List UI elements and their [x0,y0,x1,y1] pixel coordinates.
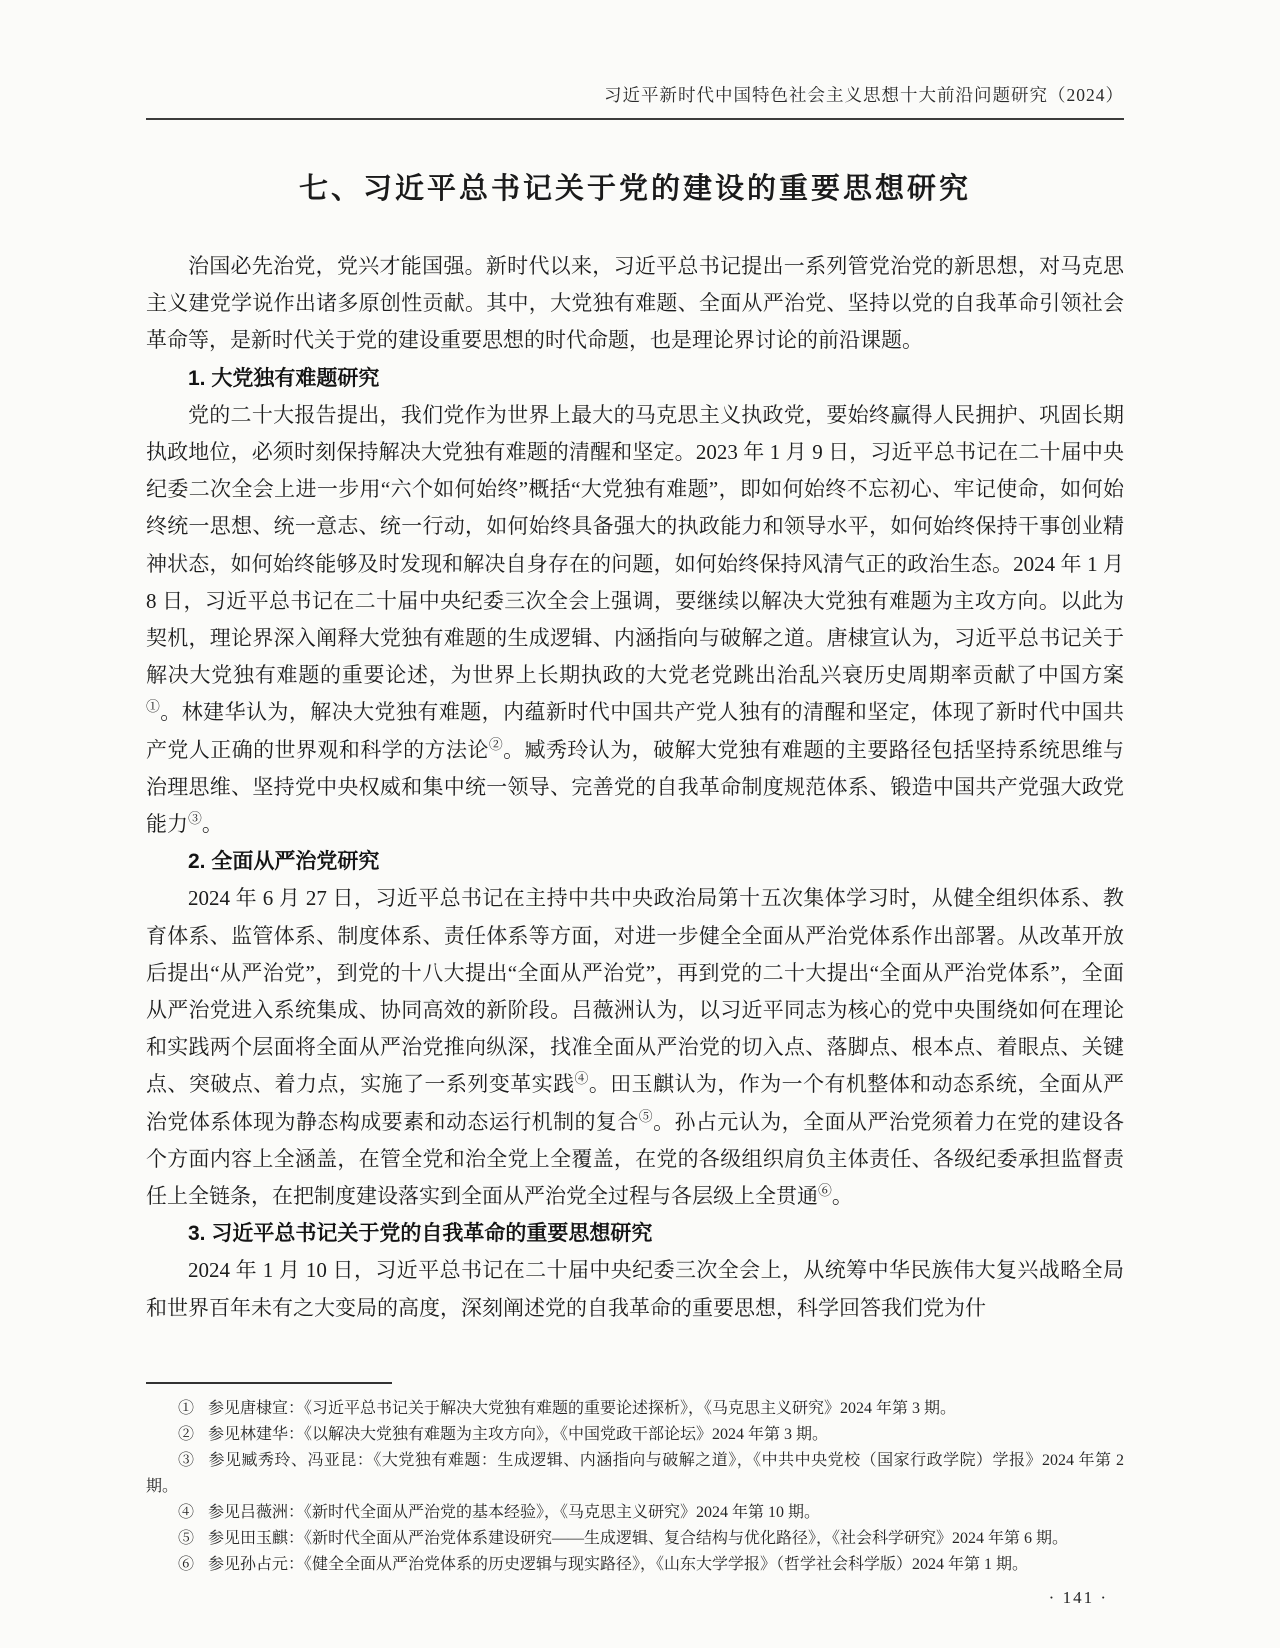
body-paragraph: 治国必先治党，党兴才能国强。新时代以来，习近平总书记提出一系列管党治党的新思想，对马克思主义建党学说作出诸多原创性贡献。其中，大党独有难题、全面从严治党、坚持以党的自我革命引领社会革命等，是新时代关于党的建设重要思想的时代命题，也是理论界讨论的前沿课题。 [146,254,1124,353]
footnote-text: 参见臧秀玲、冯亚昆：《大党独有难题：生成逻辑、内涵指向与破解之道》，《中共中央党校（国家行政学院）学报》2024 年第 2 期。 [146,1452,1124,1495]
footnote-marker: ④ [178,1504,195,1521]
footnote-ref: ③ [188,811,202,827]
footnote-text: 参见吕薇洲：《新时代全面从严治党的基本经验》，《马克思主义研究》2024 年第 10 期。 [208,1504,821,1521]
footnote-separator [146,1382,392,1384]
footnote-ref: ⑥ [818,1183,832,1199]
footnote-item [146,1448,1124,1500]
page-header [146,0,1124,120]
body-text [146,248,1124,1364]
footnote-ref: ① [146,699,161,715]
footnote-item [146,1422,1124,1448]
running-title: 习近平新时代中国特色社会主义思想十大前沿问题研究（2024） [604,85,1124,105]
footnote-item [146,1526,1124,1552]
footnote-marker: ② [178,1426,195,1443]
footnote-text: 参见林建华：《以解决大党独有难题为主攻方向》，《中国党政干部论坛》2024 年第 3 期。 [208,1426,829,1443]
body-paragraph: 2024 年 1 月 10 日，习近平总书记在二十届中央纪委三次全会上，从统筹中华民族伟大复兴战略全局和世界百年未有之大变局的高度，深刻阐述党的自我革命的重要思想，科学回答我们党为什 [146,1258,1124,1320]
footnote-item [146,1552,1124,1578]
footnote-marker: ① [178,1400,195,1417]
body-paragraph: 2024 年 6 月 27 日，习近平总书记在主持中共中央政治局第十五次集体学习时，从健全组织体系、教育体系、监管体系、制度体系、责任体系等方面，对进一步健全全面从严治党体系作出部署。从改革开放后提出“从严治党”，到党的十八大提出“全面从严治党”，再到党的二十大提出“全面从严治党体系”，全面从严治党进入系统集成、协同高效的新阶段。吕薇洲认为，以习近平同志为核心的党中央围绕如何在理论和实践两个层面将全面从严治党推向纵深，找准全面从严治党的切入点、落脚点、根本点、着眼点、关键点、突破点、着力点，实施了一系列变革实践④。田玉麒认为，作为一个有机整体和动态系统，全面从严治党体系体现为静态构成要素和动态运行机制的复合⑤。孙占元认为，全面从严治党须着力在党的建设各个方面内容上全涵盖，在管全党和治全党上全覆盖，在党的各级组织肩负主体责任、各级纪委承担监督责任上全链条，在把制度建设落实到全面从严治党全过程与各层级上全贯通⑥。 [146,886,1124,1209]
section-heading: 2. 全面从严治党研究 [188,850,380,874]
chapter-title: 七、习近平总书记关于党的建设的重要思想研究 [298,173,971,205]
footnote-ref: ② [488,736,504,752]
footnote-marker: ⑥ [178,1556,195,1573]
section-heading: 3. 习近平总书记关于党的自我革命的重要思想研究 [188,1222,653,1246]
footnote-ref: ④ [574,1071,589,1087]
page-number: · 141 · [1048,1588,1108,1607]
footnote-text: 参见孙占元：《健全全面从严治党体系的历史逻辑与现实路径》，《山东大学学报》（哲学社会科学版）2024 年第 1 期。 [208,1556,1029,1573]
body-paragraph: 党的二十大报告提出，我们党作为世界上最大的马克思主义执政党，要始终赢得人民拥护、巩固长期执政地位，必须时刻保持解决大党独有难题的清醒和坚定。2023 年 1 月 9 日，习近平总书记在二十届中央纪委二次全会上进一步用“六个如何始终”概括“大党独有难题”，即如何始终不忘初心、牢记使命，如何始终统一思想、统一意志、统一行动，如何始终具备强大的执政能力和领导水平，如何始终保持干事创业精神状态，如何始终能够及时发现和解决自身存在的问题，如何始终保持风清气正的政治生态。2024 年 1 月 8 日，习近平总书记在二十届中央纪委三次全会上强调，要继续以解决大党独有难题为主攻方向。以此为契机，理论界深入阐释大党独有难题的生成逻辑、内涵指向与破解之道。唐棣宣认为，习近平总书记关于解决大党独有难题的重要论述，为世界上长期执政的大党老党跳出治乱兴衰历史周期率贡献了中国方案①。林建华认为，解决大党独有难题，内蕴新时代中国共产党人独有的清醒和坚定，体现了新时代中国共产党人正确的世界观和科学的方法论②。臧秀玲认为，破解大党独有难题的主要路径包括坚持系统思维与治理思维、坚持党中央权威和集中统一领导、完善党的自我革命制度规范体系、锻造中国共产党强大政党能力③。 [146,402,1124,837]
footnote-text: 参见田玉麒：《新时代全面从严治党体系建设研究——生成逻辑、复合结构与优化路径》，《社会科学研究》2024 年第 6 期。 [208,1530,1069,1547]
footnote-text: 参见唐棣宣：《习近平总书记关于解决大党独有难题的重要论述探析》，《马克思主义研究》2024 年第 3 期。 [208,1400,957,1417]
section-heading: 1. 大党独有难题研究 [188,366,380,390]
footnote-ref: ⑤ [638,1108,654,1124]
footnotes-section [146,1396,1124,1578]
footnote-item [146,1500,1124,1526]
footnote-marker: ③ [178,1452,195,1469]
footnote-marker: ⑤ [178,1530,195,1547]
footnote-item [146,1396,1124,1422]
